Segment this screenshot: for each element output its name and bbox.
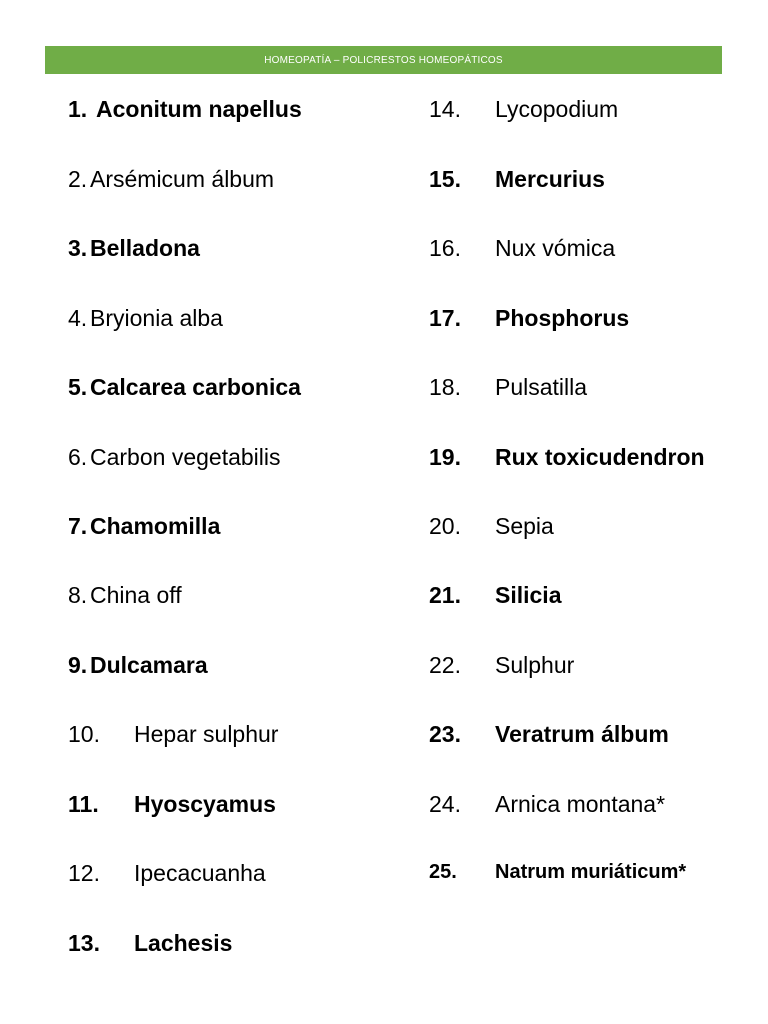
item-label: Chamomilla	[90, 513, 221, 539]
item-label: Nux vómica	[495, 235, 616, 261]
item-number: 1.	[68, 96, 88, 122]
item-label: Hyoscyamus	[134, 791, 276, 817]
item-label: Belladona	[90, 235, 200, 261]
item-number: 7.	[68, 513, 88, 539]
item-number: 16.	[429, 235, 461, 261]
item-number: 18.	[429, 374, 461, 400]
item-number: 11.	[68, 791, 99, 817]
item-label: Natrum muriáticum*	[495, 861, 687, 883]
item-number: 19.	[429, 444, 461, 470]
item-label: Rux toxicudendron	[495, 444, 705, 470]
item-number: 3.	[68, 235, 88, 261]
item-label: Lycopodium	[495, 96, 619, 122]
item-number: 17.	[429, 305, 461, 331]
item-number: 23.	[429, 721, 461, 747]
item-label: Arsémicum álbum	[90, 166, 275, 192]
item-label: Pulsatilla	[495, 374, 588, 400]
item-number: 4.	[68, 305, 88, 331]
item-number: 5.	[68, 374, 88, 400]
item-label: Dulcamara	[90, 652, 208, 678]
item-label: Silicia	[495, 582, 562, 608]
item-label: Mercurius	[495, 166, 605, 192]
item-number: 15.	[429, 166, 461, 192]
item-label: Arnica montana*	[495, 791, 666, 817]
item-number: 10.	[68, 721, 100, 747]
item-number: 22.	[429, 652, 461, 678]
item-label: Veratrum álbum	[495, 721, 669, 747]
item-number: 13.	[68, 930, 100, 956]
item-label: Calcarea carbonica	[90, 374, 301, 400]
item-label: Lachesis	[134, 930, 233, 956]
item-number: 12.	[68, 860, 100, 886]
item-label: Sulphur	[495, 652, 575, 678]
item-label: China off	[90, 582, 182, 608]
item-label: Hepar sulphur	[134, 721, 279, 747]
item-number: 8.	[68, 582, 88, 608]
item-label: Aconitum napellus	[96, 96, 302, 122]
item-label: Carbon vegetabilis	[90, 444, 281, 470]
item-number: 9.	[68, 652, 88, 678]
item-number: 14.	[429, 96, 461, 122]
item-number: 24.	[429, 791, 461, 817]
page-title: HOMEOPATÍA – POLICRESTOS HOMEOPÁTICOS	[264, 54, 503, 66]
item-label: Ipecacuanha	[134, 860, 266, 886]
item-number: 25.	[429, 861, 457, 883]
item-number: 20.	[429, 513, 461, 539]
item-label: Sepia	[495, 513, 554, 539]
item-label: Bryionia alba	[90, 305, 223, 331]
item-label: Phosphorus	[495, 305, 630, 331]
item-number: 2.	[68, 166, 88, 192]
item-number: 6.	[68, 444, 88, 470]
item-number: 21.	[429, 582, 461, 608]
